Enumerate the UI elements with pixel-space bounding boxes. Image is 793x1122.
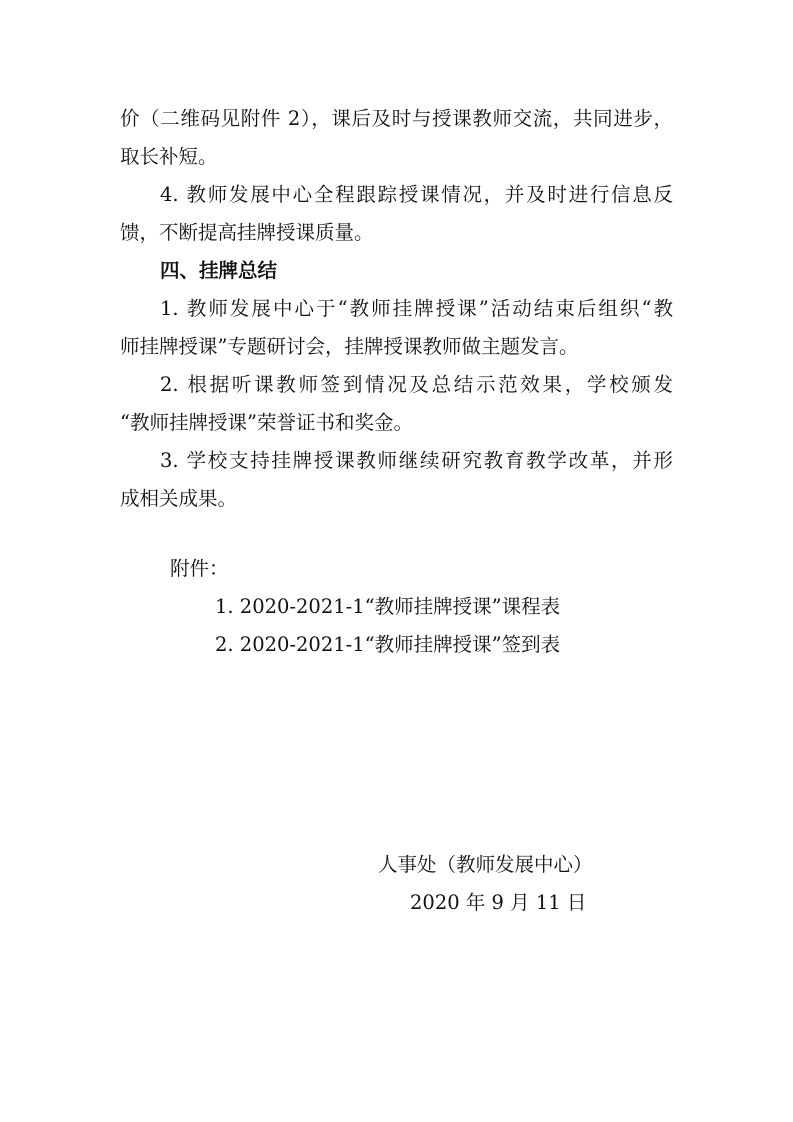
paragraph-line: 价（二维码见附件 2），课后及时与授课教师交流，共同进步， (120, 107, 673, 130)
list-item-1: 1. 教师发展中心于“教师挂牌授课”活动结束后组织“教 (160, 297, 673, 320)
paragraph-line: 取长补短。 (120, 145, 218, 168)
list-item-3: 3. 学校支持挂牌授课教师继续研究教育教学改革，并形 (160, 449, 673, 472)
list-item-1-continuation: 师挂牌授课”专题研讨会，挂牌授课教师做主题发言。 (120, 335, 579, 358)
list-item-2: 2. 根据听课教师签到情况及总结示范效果，学校颁发 (160, 373, 673, 396)
attachment-item: 1. 2020-2021-1“教师挂牌授课”课程表 (215, 595, 561, 618)
list-item-4-continuation: 馈，不断提高挂牌授课质量。 (120, 221, 374, 244)
list-item-4: 4. 教师发展中心全程跟踪授课情况，并及时进行信息反 (160, 183, 673, 206)
list-item-2-continuation: “教师挂牌授课”荣誉证书和奖金。 (120, 411, 413, 434)
section-heading: 四、挂牌总结 (160, 259, 278, 282)
attachments-label: 附件： (170, 557, 229, 580)
list-item-3-continuation: 成相关成果。 (120, 487, 238, 510)
signature-date: 2020 年 9 月 11 日 (410, 891, 587, 914)
signature-org: 人事处（教师发展中心） (378, 853, 593, 876)
attachment-item: 2. 2020-2021-1“教师挂牌授课”签到表 (215, 633, 561, 656)
